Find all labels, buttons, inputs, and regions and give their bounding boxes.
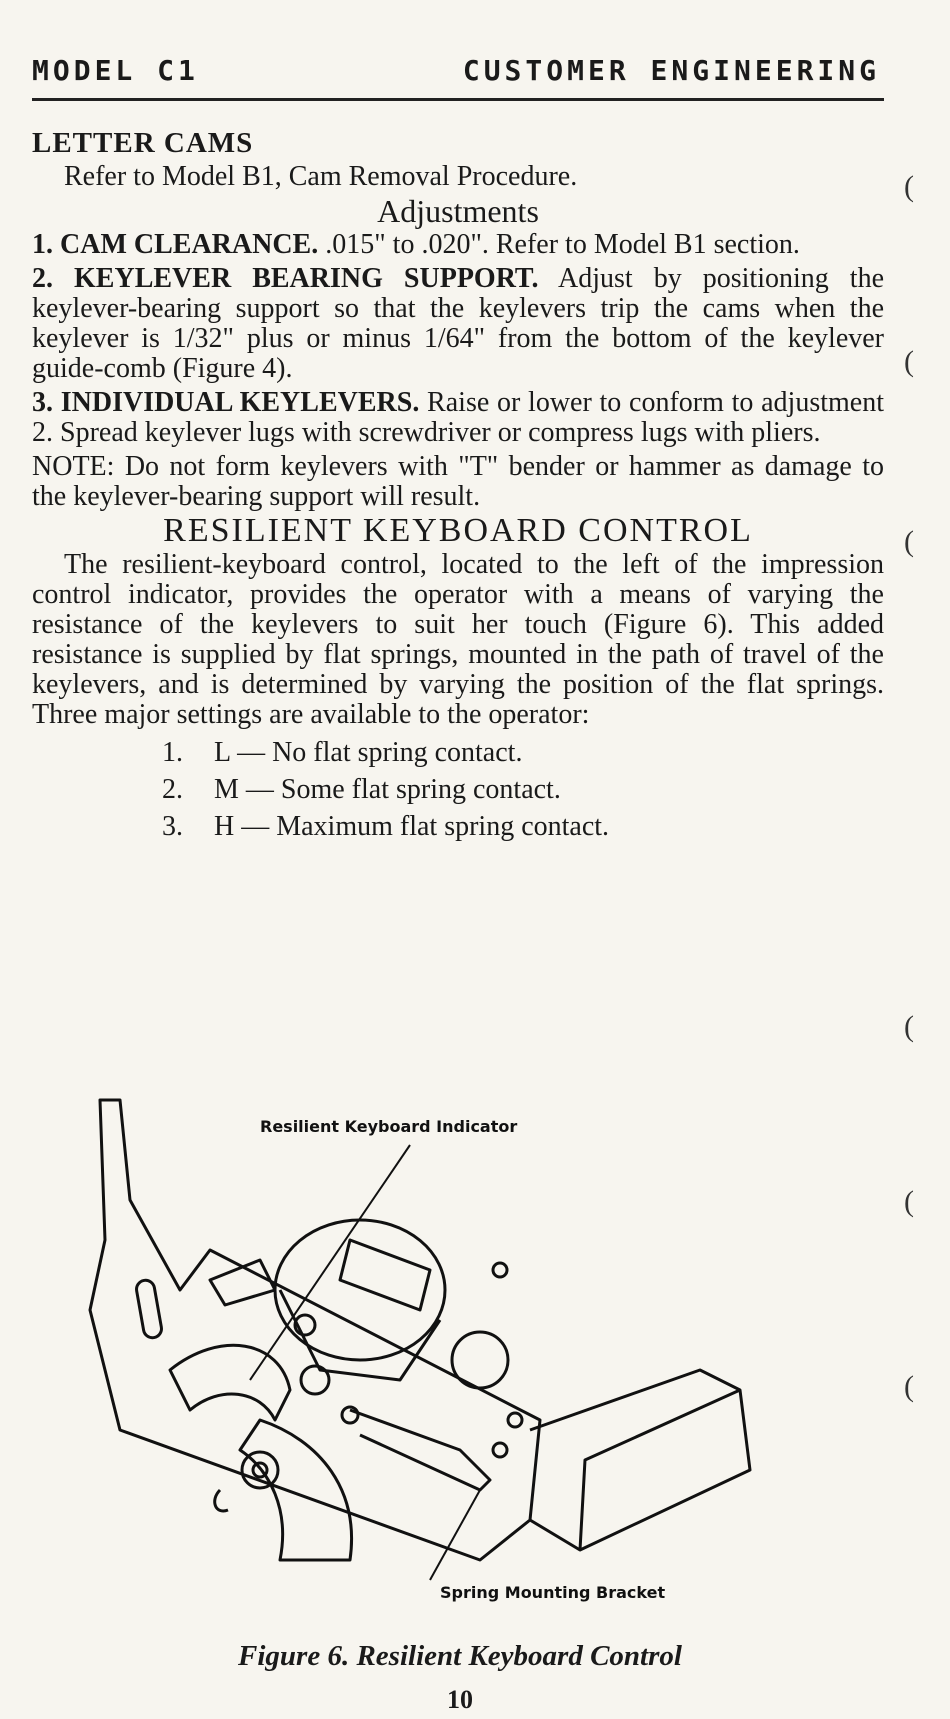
setting-num: 3. <box>162 811 183 842</box>
margin-mark: ( <box>904 1185 914 1218</box>
body-text <box>32 128 884 845</box>
adjustment-2-num: 2. <box>32 263 53 294</box>
setting-num: 1. <box>162 737 183 768</box>
setting-text: L — No flat spring contact. <box>214 737 523 768</box>
rkc-paragraph: The resilient-keyboard control, located to the left of the impression control indicator, provides the operator with a means of varying the resistance of the keylevers to suit her touch (Figure 6). This added resistance is supplied by flat springs, mounted in the path of travel of the keylevers, and is determined by varying the position of the flat springs. Three major settings are available to the operator: <box>32 549 884 730</box>
setting-item <box>162 771 884 808</box>
setting-text: M — Some flat spring contact. <box>214 774 561 805</box>
adjustment-1-num: 1. <box>32 229 53 260</box>
adjustment-1-text: .015" to .020". Refer to Model B1 section. <box>318 229 800 260</box>
adjustment-3-text: Raise or lower to conform to adjustment 2. Spread keylever lugs with screwdriver or compress lugs with pliers. <box>32 387 884 448</box>
figure-6-illustration <box>60 1090 760 1610</box>
note-text: NOTE: Do not form keylevers with "T" bender or hammer as damage to the keylever-bearing support will result. <box>32 451 884 512</box>
adjustments-heading: Adjustments <box>377 193 539 229</box>
header-rule <box>32 98 884 101</box>
setting-item <box>162 734 884 771</box>
setting-item <box>162 808 884 845</box>
margin-mark: ( <box>904 345 914 378</box>
settings-list <box>32 734 884 845</box>
adjustment-1-head: CAM CLEARANCE. <box>60 229 319 260</box>
header-title: CUSTOMER ENGINEERING <box>462 54 880 87</box>
adjustment-2 <box>32 264 884 384</box>
letter-cams-text: Refer to Model B1, Cam Removal Procedure. <box>64 161 578 192</box>
adjustment-3-num: 3. <box>32 387 53 418</box>
adjustment-3 <box>32 388 884 448</box>
setting-num: 2. <box>162 774 183 805</box>
margin-mark: ( <box>904 1010 914 1043</box>
figure-caption: Figure 6. Resilient Keyboard Control <box>238 1640 682 1672</box>
adjustment-1 <box>32 230 884 260</box>
letter-cams-heading: LETTER CAMS <box>32 127 254 159</box>
label-resilient-keyboard-indicator: Resilient Keyboard Indicator <box>260 1117 518 1136</box>
page-number: 10 <box>447 1685 473 1714</box>
bracket-rail <box>530 1370 750 1550</box>
adjustment-2-head: KEYLEVER BEARING SUPPORT. <box>74 263 539 294</box>
page-header <box>32 54 880 87</box>
label-spring-mounting-bracket: Spring Mounting Bracket <box>440 1583 666 1602</box>
header-model: MODEL C1 <box>32 54 199 87</box>
adjustment-3-head: INDIVIDUAL KEYLEVERS. <box>60 387 420 418</box>
indicator-dial <box>170 1345 290 1420</box>
adjustment-2-text: Adjust by positioning the keylever-bearing support so that the keylevers trip the cams when the keylever is 1/32" plus or minus 1/64" from the bottom of the keylever guide-comb (Figure 4). <box>32 263 885 384</box>
rkc-heading: RESILIENT KEYBOARD CONTROL <box>163 512 753 549</box>
setting-text: H — Maximum flat spring contact. <box>214 811 610 842</box>
margin-mark: ( <box>904 525 914 558</box>
margin-mark: ( <box>904 1370 914 1403</box>
margin-mark: ( <box>904 170 914 203</box>
